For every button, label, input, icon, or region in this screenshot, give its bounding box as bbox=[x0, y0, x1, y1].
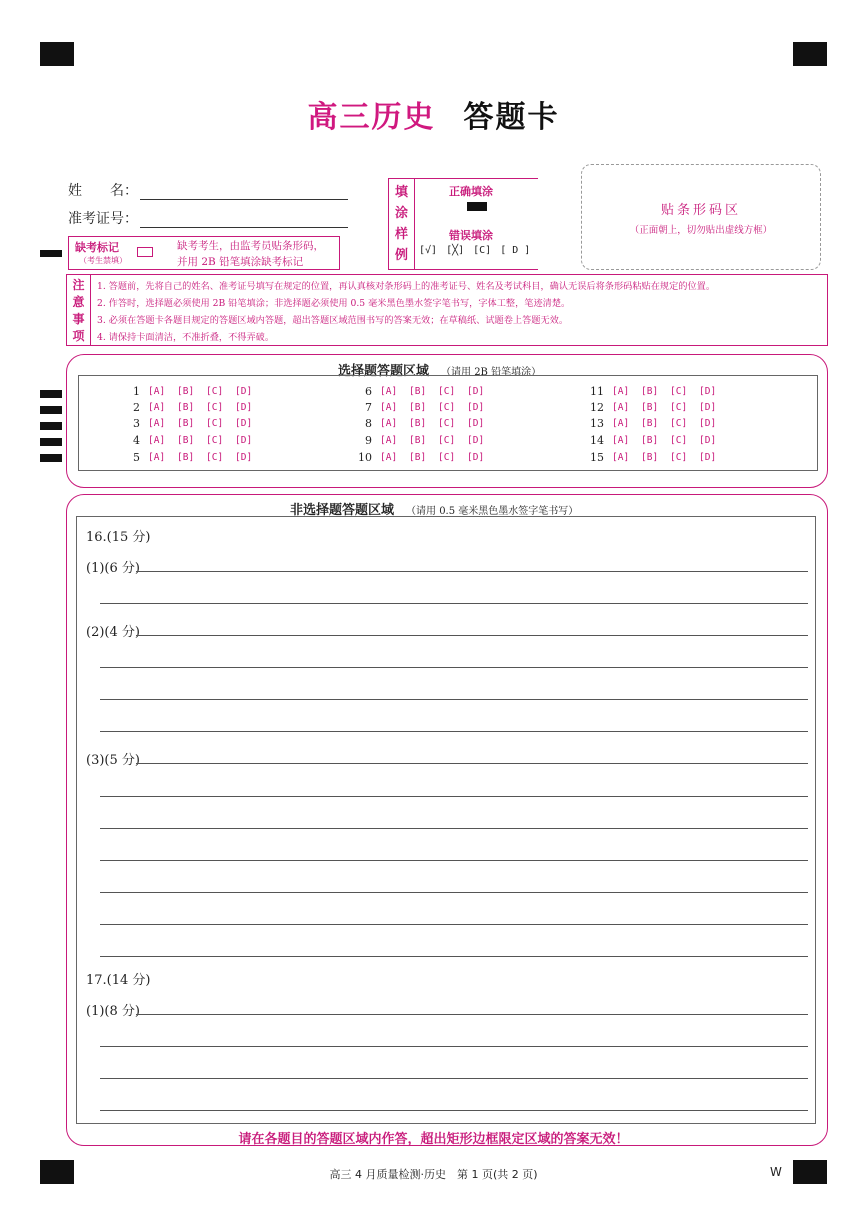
notes-box bbox=[66, 274, 828, 346]
answer-line[interactable] bbox=[100, 1078, 808, 1079]
notes-lines bbox=[97, 278, 715, 346]
choice-question-number: 8 bbox=[365, 417, 372, 430]
choice-question-number: 1 bbox=[133, 385, 140, 398]
choice-question-number: 12 bbox=[590, 401, 604, 414]
answer-line[interactable] bbox=[100, 796, 808, 797]
timing-mark bbox=[40, 454, 62, 462]
choice-question-row bbox=[352, 385, 496, 398]
choice-question-row bbox=[352, 451, 496, 464]
question-16-label: 16.(15 分) bbox=[86, 530, 151, 545]
choice-option-bubble[interactable]: [B] bbox=[177, 452, 195, 463]
name-field[interactable] bbox=[68, 180, 348, 200]
note-line: 4. 请保持卡面清洁，不准折叠，不得弄破。 bbox=[97, 332, 275, 343]
note-line: 2. 作答时，选择题必须使用 2B 铅笔填涂；非选择题必须使用 0.5 毫米黑色墨水签字笔书写，字体工整，笔迹清楚。 bbox=[97, 298, 571, 309]
answer-line[interactable] bbox=[100, 667, 808, 668]
choice-option-bubble[interactable]: [D] bbox=[467, 418, 485, 429]
choice-option-bubble[interactable]: [B] bbox=[409, 418, 427, 429]
choice-question-row bbox=[352, 434, 496, 447]
choice-option-bubble[interactable]: [A] bbox=[380, 386, 398, 397]
question-16-2-label: (2)(4 分) bbox=[86, 625, 140, 640]
choice-option-bubble[interactable]: [A] bbox=[612, 418, 630, 429]
choice-option-bubble[interactable]: [D] bbox=[699, 402, 717, 413]
timing-mark bbox=[40, 406, 62, 414]
choice-question-number: 13 bbox=[590, 417, 604, 430]
choice-option-bubble[interactable]: [A] bbox=[380, 402, 398, 413]
choice-option-bubble[interactable]: [D] bbox=[235, 435, 253, 446]
choice-option-bubble[interactable]: [C] bbox=[438, 418, 456, 429]
choice-option-bubble[interactable]: [D] bbox=[235, 452, 253, 463]
choice-question-number: 9 bbox=[365, 434, 372, 447]
choice-option-bubble[interactable]: [A] bbox=[612, 402, 630, 413]
choice-question-number: 10 bbox=[358, 451, 372, 464]
absent-text-1: 缺考考生，由监考员贴条形码， bbox=[177, 240, 324, 252]
sample-side-char: 例 bbox=[394, 248, 408, 263]
absent-text-2: 并用 2B 铅笔填涂缺考标记 bbox=[177, 256, 304, 268]
choice-option-bubble[interactable]: [A] bbox=[380, 435, 398, 446]
question-16-1-label: (1)(6 分) bbox=[86, 561, 140, 576]
absent-title: 缺考标记 bbox=[75, 241, 119, 254]
note-line: 1. 答题前，先将自己的姓名、准考证号填写在规定的位置，再认真核对条形码上的准考证号、姓名及考试科目，确认无误后将条形码粘贴在规定的位置。 bbox=[97, 281, 716, 292]
choice-question-row bbox=[584, 401, 728, 414]
choice-option-bubble[interactable]: [C] bbox=[670, 452, 688, 463]
choice-question-row bbox=[352, 417, 496, 430]
timing-mark bbox=[40, 250, 62, 257]
page-title bbox=[0, 92, 867, 136]
sample-side-char: 填 bbox=[394, 185, 408, 200]
wrong-fill-examples bbox=[419, 245, 530, 256]
id-field[interactable] bbox=[68, 208, 348, 228]
answer-line[interactable] bbox=[100, 1046, 808, 1047]
choice-question-number: 6 bbox=[365, 385, 372, 398]
timing-mark bbox=[40, 422, 62, 430]
choice-title-sub: （请用 2B 铅笔填涂） bbox=[441, 367, 542, 378]
answer-line[interactable] bbox=[100, 699, 808, 700]
answer-line[interactable] bbox=[100, 956, 808, 957]
wrong-mark: [╳] bbox=[446, 245, 465, 256]
id-underline[interactable] bbox=[140, 212, 348, 228]
choice-option-bubble[interactable]: [D] bbox=[235, 386, 253, 397]
answer-line[interactable] bbox=[100, 828, 808, 829]
question-17-1-label: (1)(8 分) bbox=[86, 1004, 140, 1019]
choice-option-bubble[interactable]: [C] bbox=[438, 435, 456, 446]
card-title: 答题卡 bbox=[463, 100, 560, 135]
choice-option-bubble[interactable]: [B] bbox=[177, 418, 195, 429]
absent-checkbox[interactable] bbox=[137, 247, 153, 257]
choice-option-bubble[interactable]: [B] bbox=[641, 452, 659, 463]
choice-option-bubble[interactable]: [B] bbox=[177, 386, 195, 397]
notes-side-char: 注 bbox=[72, 278, 85, 292]
sample-side-char: 样 bbox=[394, 227, 408, 242]
correct-fill-example bbox=[467, 202, 487, 211]
choice-question-number: 14 bbox=[590, 434, 604, 447]
timing-mark bbox=[40, 438, 62, 446]
choice-option-bubble[interactable]: [B] bbox=[641, 402, 659, 413]
note-line: 3. 必须在答题卡各题目规定的答题区域内答题，超出答题区域范围书写的答案无效；在草稿纸、试题卷上答题无效。 bbox=[97, 315, 569, 326]
question-16-3-label: (3)(5 分) bbox=[86, 753, 140, 768]
choice-option-bubble[interactable]: [B] bbox=[409, 386, 427, 397]
timing-mark bbox=[40, 390, 62, 398]
choice-option-bubble[interactable]: [A] bbox=[148, 452, 166, 463]
choice-option-bubble[interactable]: [D] bbox=[467, 386, 485, 397]
choice-option-bubble[interactable]: [C] bbox=[670, 386, 688, 397]
answer-line[interactable] bbox=[100, 892, 808, 893]
choice-option-bubble[interactable]: [D] bbox=[699, 452, 717, 463]
name-label: 姓 名： bbox=[68, 183, 138, 199]
answer-area-warning: 请在各题目的答题区域内作答，超出矩形边框限定区域的答案无效！ bbox=[238, 1132, 629, 1147]
choice-option-bubble[interactable]: [B] bbox=[409, 402, 427, 413]
choice-option-bubble[interactable]: [B] bbox=[641, 435, 659, 446]
choice-option-bubble[interactable]: [C] bbox=[206, 435, 224, 446]
choice-question-row bbox=[584, 385, 728, 398]
choice-question-row bbox=[584, 417, 728, 430]
answer-line[interactable] bbox=[100, 924, 808, 925]
answer-line[interactable] bbox=[100, 731, 808, 732]
answer-line[interactable] bbox=[136, 763, 808, 764]
choice-option-bubble[interactable]: [C] bbox=[670, 402, 688, 413]
choice-option-bubble[interactable]: [B] bbox=[177, 402, 195, 413]
choice-option-bubble[interactable]: [D] bbox=[699, 418, 717, 429]
choice-option-bubble[interactable]: [B] bbox=[177, 435, 195, 446]
wrong-mark: [C] bbox=[473, 245, 492, 256]
footer-text: 高三 4 月质量检测·历史 第 1 页(共 2 页) bbox=[329, 1168, 538, 1181]
barcode-sub: （正面朝上，切勿贴出虚线方框） bbox=[629, 225, 773, 236]
choice-question-row bbox=[120, 434, 264, 447]
choice-option-bubble[interactable]: [D] bbox=[235, 402, 253, 413]
choice-question-row bbox=[120, 451, 264, 464]
barcode-area[interactable] bbox=[581, 164, 821, 270]
footer-code: W bbox=[770, 1165, 782, 1179]
answer-line[interactable] bbox=[136, 635, 808, 636]
corner-mark-top-right bbox=[793, 42, 827, 66]
choice-question-number: 15 bbox=[590, 451, 604, 464]
barcode-title: 贴条形码区 bbox=[660, 203, 741, 218]
choice-question-number: 11 bbox=[590, 385, 604, 398]
choice-question-number: 2 bbox=[133, 401, 140, 414]
nonchoice-title-sub: （请用 0.5 毫米黑色墨水签字笔书写） bbox=[406, 506, 579, 517]
choice-option-bubble[interactable]: [C] bbox=[438, 386, 456, 397]
choice-option-bubble[interactable]: [C] bbox=[670, 418, 688, 429]
choice-option-bubble[interactable]: [A] bbox=[148, 435, 166, 446]
choice-question-row bbox=[120, 401, 264, 414]
choice-option-bubble[interactable]: [D] bbox=[235, 418, 253, 429]
choice-option-bubble[interactable]: [A] bbox=[612, 386, 630, 397]
sample-side-char: 涂 bbox=[394, 206, 408, 221]
choice-option-bubble[interactable]: [D] bbox=[699, 386, 717, 397]
choice-option-bubble[interactable]: [B] bbox=[641, 418, 659, 429]
choice-option-bubble[interactable]: [C] bbox=[206, 452, 224, 463]
choice-question-row bbox=[120, 385, 264, 398]
choice-option-bubble[interactable]: [D] bbox=[467, 435, 485, 446]
notes-side-char: 事 bbox=[72, 312, 85, 326]
notes-side-label bbox=[67, 275, 91, 345]
choice-option-bubble[interactable]: [C] bbox=[206, 418, 224, 429]
choice-option-bubble[interactable]: [D] bbox=[467, 452, 485, 463]
choice-title-text: 选择题答题区域 bbox=[338, 364, 430, 379]
choice-question-number: 3 bbox=[133, 417, 140, 430]
correct-fill-label: 正确填涂 bbox=[449, 185, 493, 198]
sample-side-label bbox=[389, 179, 415, 269]
choice-question-row bbox=[584, 434, 728, 447]
choice-question-row bbox=[584, 451, 728, 464]
choice-option-bubble[interactable]: [A] bbox=[380, 452, 398, 463]
choice-option-bubble[interactable]: [A] bbox=[612, 452, 630, 463]
page-footer bbox=[0, 1166, 867, 1182]
wrong-mark: [√] bbox=[419, 245, 438, 256]
choice-option-bubble[interactable]: [A] bbox=[612, 435, 630, 446]
choice-question-row bbox=[352, 401, 496, 414]
choice-option-bubble[interactable]: [C] bbox=[438, 452, 456, 463]
choice-option-bubble[interactable]: [B] bbox=[409, 435, 427, 446]
choice-option-bubble[interactable]: [C] bbox=[206, 386, 224, 397]
choice-option-bubble[interactable]: [D] bbox=[699, 435, 717, 446]
answer-line[interactable] bbox=[100, 603, 808, 604]
answer-line[interactable] bbox=[100, 1110, 808, 1111]
answer-line[interactable] bbox=[100, 860, 808, 861]
corner-mark-top-left bbox=[40, 42, 74, 66]
choice-option-bubble[interactable]: [A] bbox=[380, 418, 398, 429]
absent-mark-box bbox=[68, 236, 340, 270]
choice-question-number: 7 bbox=[365, 401, 372, 414]
wrong-fill-label: 错误填涂 bbox=[449, 229, 493, 242]
wrong-mark: [ D ] bbox=[500, 245, 531, 256]
choice-option-bubble[interactable]: [C] bbox=[670, 435, 688, 446]
notes-side-char: 意 bbox=[72, 295, 85, 309]
choice-question-number: 5 bbox=[133, 451, 140, 464]
question-17-label: 17.(14 分) bbox=[86, 973, 151, 988]
answer-line[interactable] bbox=[136, 1014, 808, 1015]
fill-sample-box bbox=[388, 178, 538, 270]
absent-sub: （考生禁填） bbox=[79, 256, 127, 265]
choice-option-bubble[interactable]: [B] bbox=[409, 452, 427, 463]
choice-option-bubble[interactable]: [B] bbox=[641, 386, 659, 397]
subject-title: 高三历史 bbox=[307, 100, 436, 135]
notes-side-char: 项 bbox=[72, 329, 85, 343]
id-label: 准考证号： bbox=[68, 211, 138, 227]
nonchoice-answer-box bbox=[76, 516, 816, 1124]
choice-option-bubble[interactable]: [D] bbox=[467, 402, 485, 413]
choice-option-bubble[interactable]: [A] bbox=[148, 386, 166, 397]
choice-option-bubble[interactable]: [C] bbox=[438, 402, 456, 413]
nonchoice-title-text: 非选择题答题区域 bbox=[290, 503, 395, 518]
choice-option-bubble[interactable]: [A] bbox=[148, 418, 166, 429]
name-underline[interactable] bbox=[140, 184, 348, 200]
answer-line[interactable] bbox=[136, 571, 808, 572]
choice-question-row bbox=[120, 417, 264, 430]
choice-question-number: 4 bbox=[133, 434, 140, 447]
choice-option-bubble[interactable]: [C] bbox=[206, 402, 224, 413]
choice-option-bubble[interactable]: [A] bbox=[148, 402, 166, 413]
